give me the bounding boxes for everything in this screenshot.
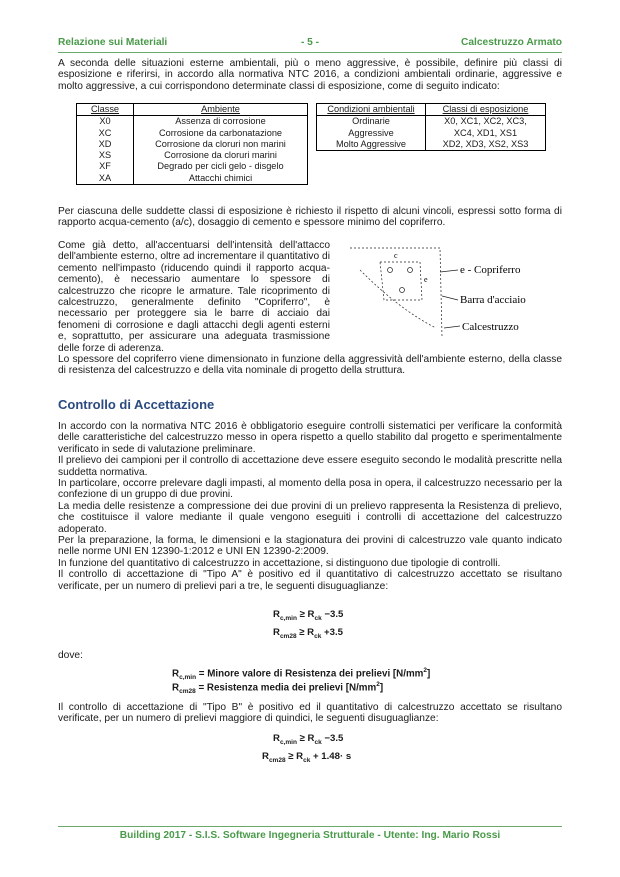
acceptance-paragraph: La media delle resistenze a compressione dei due provini di un prelievo rappresenta la Resistenza di prelievo, che costituisce il valore mediante il quale vengono eseguiti i controlli di accettazione del calcestruzzo adoperato.: [58, 500, 562, 535]
table-header-cell: Classi di esposizione: [426, 104, 546, 116]
table-header-row: [77, 104, 308, 116]
formula-rhs: R: [307, 627, 315, 638]
table-cell: XC: [77, 128, 134, 139]
table-cell: Molto Aggressive: [317, 139, 426, 151]
formula-tail: −3.5: [324, 733, 344, 744]
formula-rhs-subscript: ck: [314, 738, 322, 746]
table-row: [317, 116, 546, 128]
acceptance-paragraphs: [58, 421, 562, 592]
footer-rule: [58, 826, 562, 827]
table-header-cell: Classe: [77, 104, 134, 116]
formula-type-b-mean: [262, 751, 351, 764]
formula-rhs-subscript: ck: [314, 632, 322, 640]
acceptance-paragraph: In accordo con la normativa NTC 2016 è obbligatorio eseguire controlli sistematici per verificare la conformità delle caratteristiche del calcestruzzo messo in opera rispetto a quello stabilito dal progetto e sperimentalmente verificato in sede di valutazione preliminare.: [58, 421, 562, 455]
figure-label-barra: Barra d'acciaio: [460, 294, 526, 306]
section-title: Controllo di Accettazione: [58, 397, 215, 412]
definition-superscript: 2: [423, 667, 428, 674]
definition-symbol: R: [172, 682, 180, 694]
formula-lhs-subscript: c,min: [279, 614, 297, 622]
figure-label-copriferro: e - Copriferro: [460, 264, 521, 276]
spessore-paragraph: Lo spessore del copriferro viene dimensionato in funzione della aggressività dell'ambiente esterno, della classe di resistenza del calcestruzzo e della vita nominale di progetto della struttura.: [58, 354, 562, 377]
formula-rhs-subscript: ck: [314, 614, 322, 622]
formula-tail: + 1.48· s: [313, 751, 352, 762]
table-cell: Attacchi chimici: [134, 173, 308, 185]
acceptance-paragraph: Il controllo di accettazione di "Tipo A" è positivo ed il quantitativo di calcestruzzo accettato se risultano verificate, per un numero di prelievi pari a tre, le seguenti disuguaglianze:: [58, 569, 562, 592]
table-cell: X0: [77, 116, 134, 128]
formula-type-a-min: [273, 609, 343, 622]
formula-rhs: R: [307, 609, 315, 620]
acceptance-paragraph: In particolare, occorre prelevare dagli impasti, al momento della posa in opera, il calcestruzzo necessario per la confezione di un gruppo di due provini.: [58, 478, 562, 501]
definition-end: ]: [427, 668, 431, 680]
definition-rcmin: [172, 667, 430, 681]
table-row: [77, 128, 308, 139]
formula-lhs-subscript: cm28: [268, 756, 286, 764]
page-footer: Building 2017 - S.I.S. Software Ingegneria Strutturale - Utente: Ing. Mario Rossi: [119, 830, 501, 841]
table-row: [317, 128, 546, 139]
acceptance-paragraph: Il prelievo dei campioni per il controllo di accettazione deve essere eseguito secondo le modalità prescritte nella suddetta normativa.: [58, 455, 562, 478]
definition-rcm28: [172, 681, 383, 695]
page-header: [58, 37, 562, 51]
environment-conditions-table: [316, 103, 546, 151]
definition-subscript: cm28: [179, 688, 196, 696]
table-cell: Aggressive: [317, 128, 426, 139]
header-rule: [58, 52, 562, 53]
figure-label-c: c: [394, 251, 398, 260]
definition-superscript: 2: [376, 681, 380, 688]
formula-tail: −3.5: [324, 609, 344, 620]
exposure-class-table: [76, 103, 308, 185]
table-row: [77, 116, 308, 128]
intro-paragraph: A seconda delle situazioni esterne ambientali, più o meno aggressive, è possibile, definire più classi di esposizione e riferirsi, in accordo alla normativa NTC 2016, a condizioni ambientali ordinarie, aggressive e molto aggressive, a cui corrispondono determinate classi di esposizione, come di seguito indicato:: [58, 58, 562, 92]
definition-end: ]: [379, 682, 384, 694]
dove-label: dove:: [58, 650, 83, 661]
header-right-title: Calcestruzzo Armato: [461, 37, 562, 48]
header-left-title: Relazione sui Materiali: [58, 37, 168, 48]
formula-lhs: R: [273, 609, 280, 620]
table-cell: Assenza di corrosione: [134, 116, 308, 128]
formula-operator: ≥: [299, 609, 305, 620]
table-header-row: [317, 104, 546, 116]
header-page-number: - 5 -: [300, 37, 320, 48]
definition-text: = Resistenza media dei prelievi [N/mm: [198, 682, 377, 694]
table-row: [77, 139, 308, 150]
formula-type-a-mean: [273, 627, 343, 640]
type-b-paragraph: Il controllo di accettazione di "Tipo B" è positivo ed il quantitativo di calcestruzzo accettato se risultano verificate, per un numero di prelievi maggiore di quindici, le seguenti disuguaglianze:: [58, 702, 562, 725]
table-header-cell: Ambiente: [134, 104, 308, 116]
copriferro-diagram: [340, 240, 562, 340]
table-cell: X0, XC1, XC2, XC3,: [426, 116, 546, 128]
formula-rhs: R: [296, 751, 304, 762]
formula-tail: +3.5: [324, 627, 343, 638]
formula-lhs: R: [273, 627, 280, 638]
acceptance-paragraph: In funzione del quantitativo di calcestruzzo in accettazione, si distinguono due tipologie di controlli.: [58, 557, 501, 569]
formula-type-b-min: [273, 733, 343, 746]
figure-label-e: e: [424, 275, 428, 284]
formula-rhs: R: [307, 733, 315, 744]
table-row: [77, 173, 308, 185]
table-cell: Corrosione da carbonatazione: [134, 128, 308, 139]
table-cell: Degrado per cicli gelo - disgelo: [134, 161, 308, 172]
figure-label-calcestruzzo: Calcestruzzo: [462, 321, 519, 333]
table-cell: Ordinarie: [317, 116, 426, 128]
table-header-cell: Condizioni ambientali: [317, 104, 426, 116]
table-cell: XD: [77, 139, 134, 150]
acceptance-paragraph: Per la preparazione, la forma, le dimensioni e la stagionatura dei provini di calcestruzzo vale quanto indicato nelle norme UNI EN 12390-1:2012 e UNI EN 12390-2:2009.: [58, 535, 562, 558]
formula-lhs: R: [262, 751, 269, 762]
table-cell: XD2, XD3, XS2, XS3: [426, 139, 546, 151]
formula-lhs: R: [273, 733, 280, 744]
copriferro-figure: [340, 240, 562, 340]
formula-lhs-subscript: c,min: [279, 738, 297, 746]
formula-operator: ≥: [299, 627, 305, 638]
copriferro-paragraph: Come già detto, all'accentuarsi dell'intensità dell'attacco dell'ambiente esterno, oltre ad incrementare il quantitativo di cemento nell'impasto (riducendo quindi il rapporto acqua-cemento), è necessario aumentare lo spessore di calcestruzzo che ricopre le armature. Tale ricoprimento di calcestruzzo, generalmente definito "Copriferro", è necessario per proteggere sia le barre di acciaio dai fenomeni di corrosione e dagli attacchi degli agenti esterni e, soprattutto, per assicurare una adeguata trasmissione delle forze di aderenza.: [58, 240, 330, 354]
table-row: [77, 161, 308, 172]
table-row: [317, 139, 546, 151]
table-cell: Corrosione da cloruri non marini: [134, 139, 308, 150]
table-row: [77, 150, 308, 161]
table-cell: XS: [77, 150, 134, 161]
table-cell: Corrosione da cloruri marini: [134, 150, 308, 161]
table-cell: XC4, XD1, XS1: [426, 128, 546, 139]
formula-rhs-subscript: ck: [303, 756, 311, 764]
formula-lhs-subscript: cm28: [279, 632, 297, 640]
definition-symbol: R: [172, 668, 180, 680]
table-cell: XA: [77, 173, 134, 185]
classes-paragraph: Per ciascuna delle suddette classi di esposizione è richiesto il rispetto di alcuni vincoli, espressi sotto forma di rapporto acqua-cemento (a/c), dosaggio di cemento e spessore minimo del copriferro.: [58, 206, 562, 229]
definition-subscript: c,min: [179, 674, 197, 682]
definition-text: = Minore valore di Resistenza dei prelievi [N/mm: [198, 668, 424, 680]
table-cell: XF: [77, 161, 134, 172]
formula-operator: ≥: [288, 751, 294, 762]
formula-operator: ≥: [299, 733, 305, 744]
